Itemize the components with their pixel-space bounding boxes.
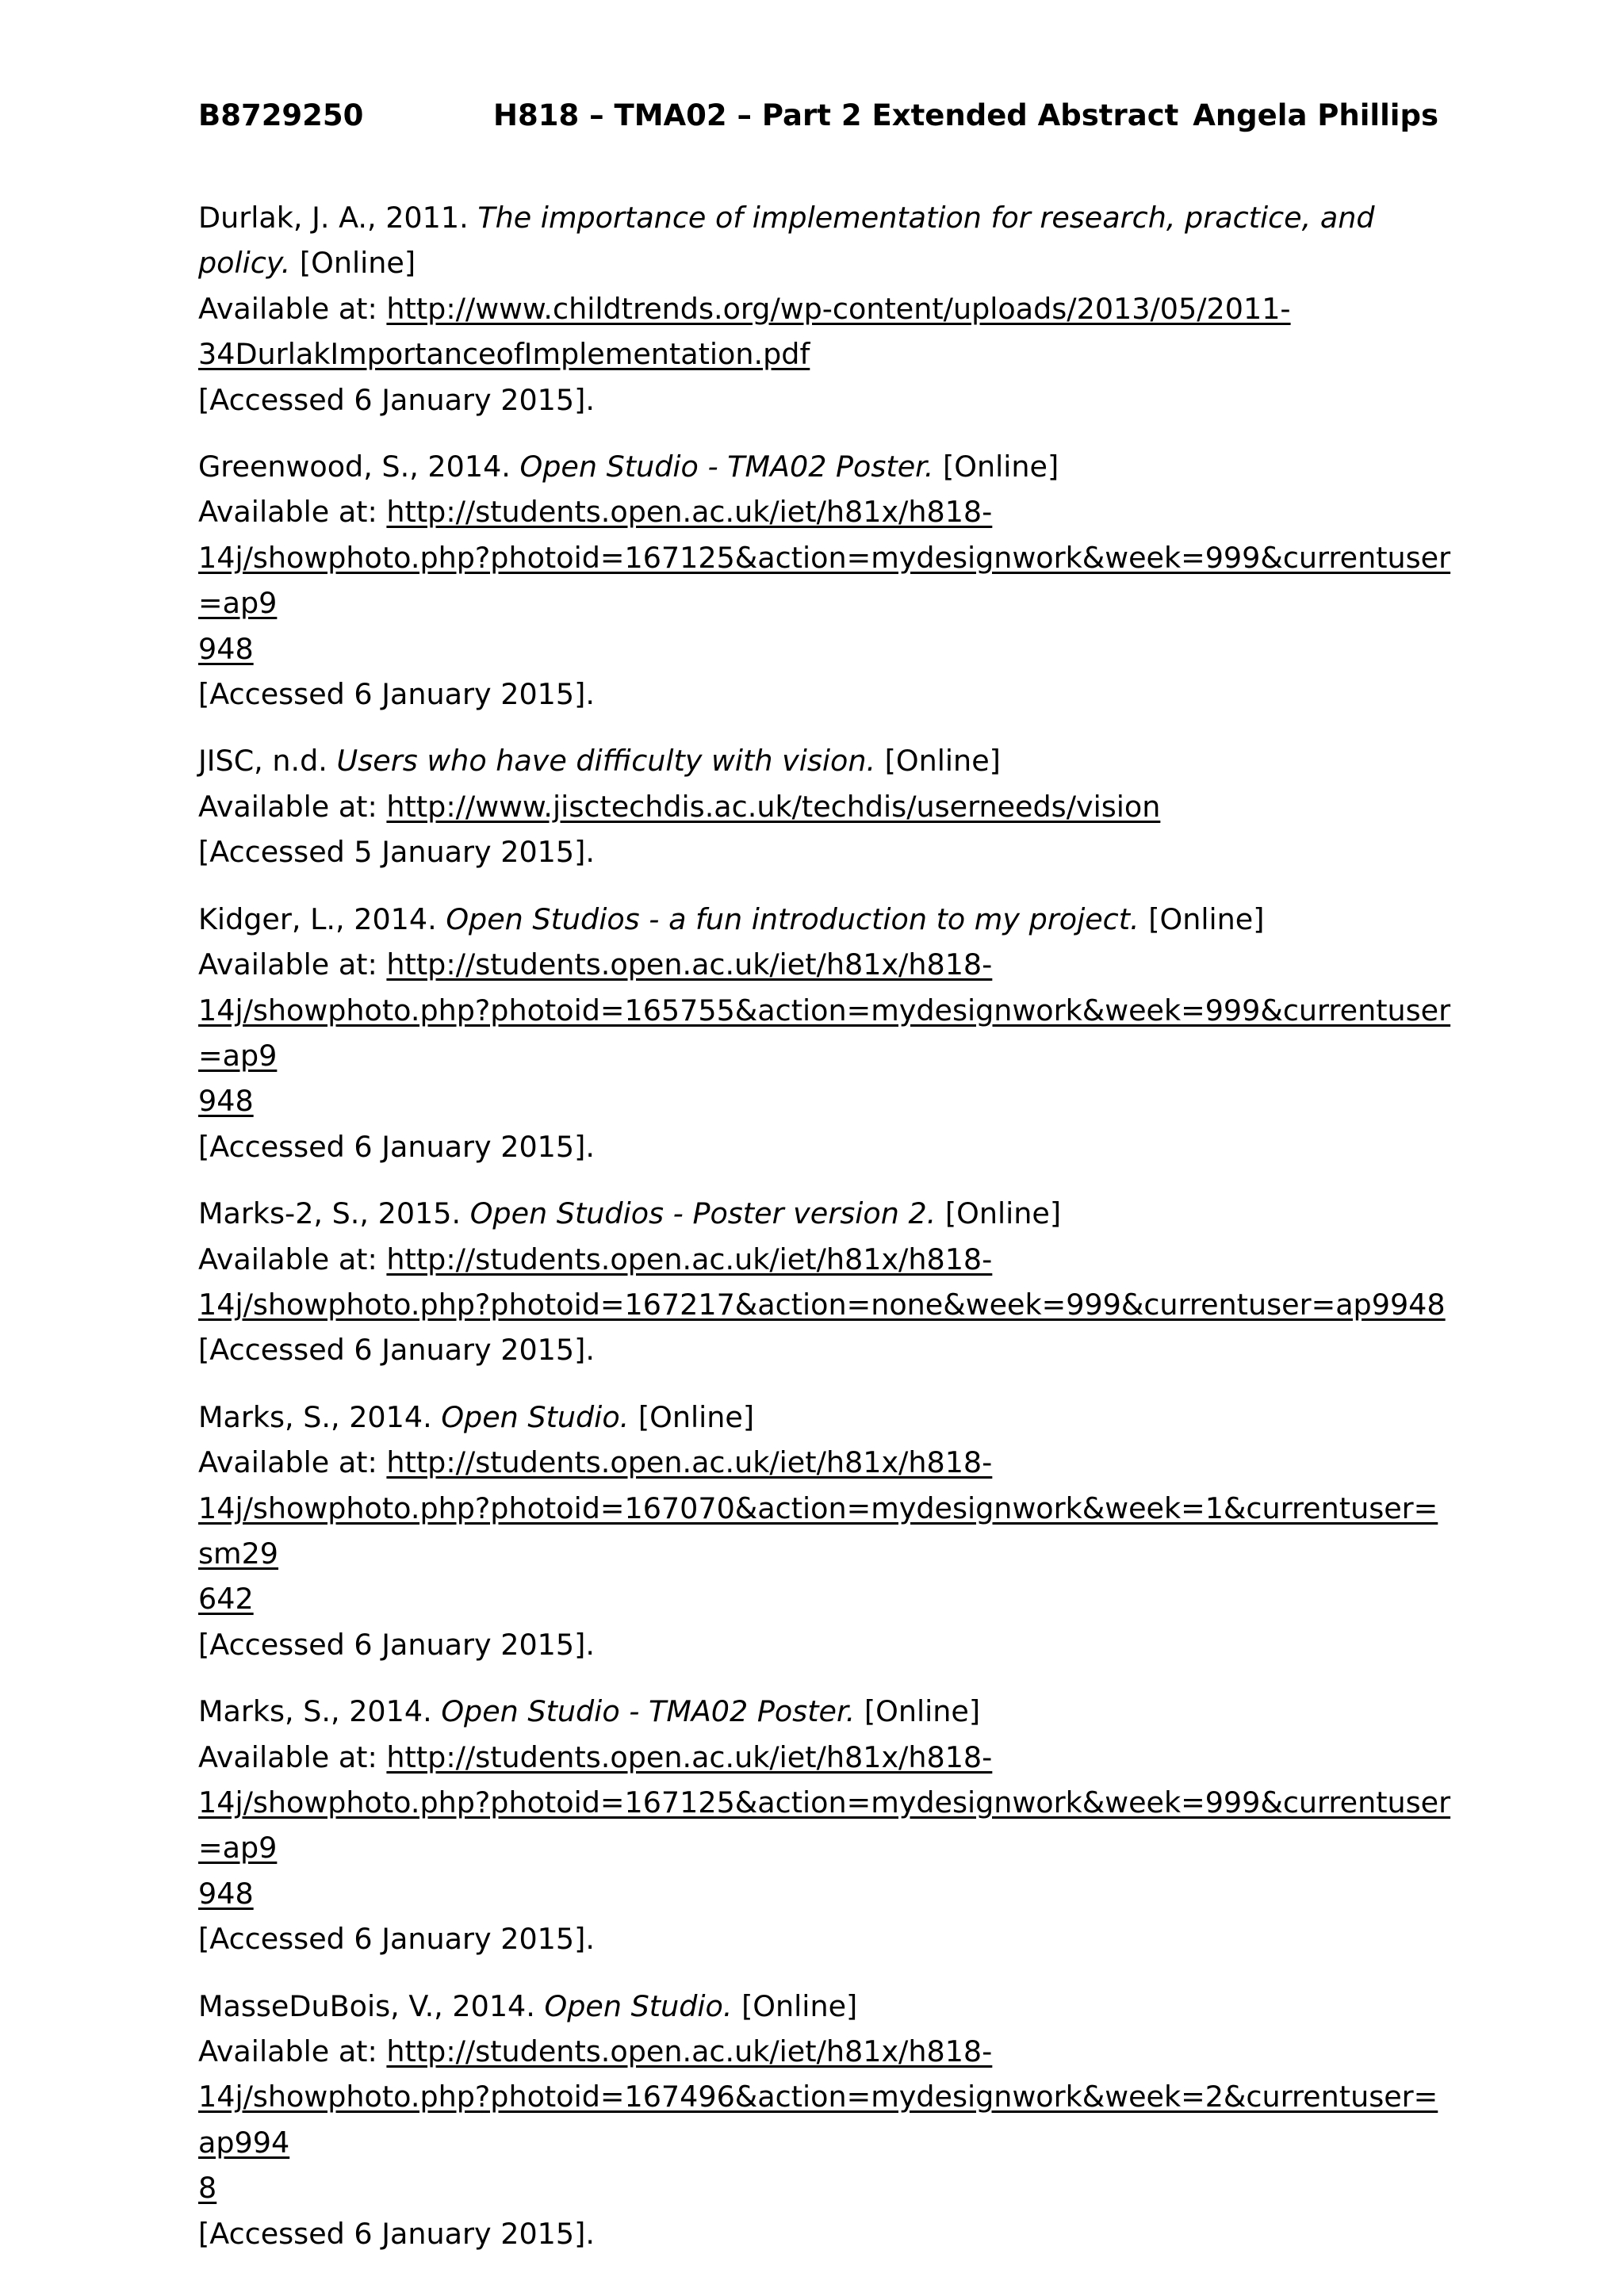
reference-url-line [198, 784, 1451, 829]
reference-accessed-date: [Accessed 6 January 2015]. [198, 1627, 595, 1662]
reference-accessed-date: [Accessed 6 January 2015]. [198, 382, 595, 417]
reference-url-line [198, 2074, 1451, 2165]
reference-citation: Durlak, J. A., 2011. [198, 201, 469, 235]
reference-url-link[interactable]: 14j/showphoto.php?photoid=167125&action=mydesignwork&week=999&currentuser=ap9 [198, 540, 1451, 621]
reference-heading [198, 444, 1451, 489]
reference-url-link[interactable]: 14j/showphoto.php?photoid=165755&action=mydesignwork&week=999&currentuser=ap9 [198, 993, 1451, 1073]
reference-medium: [Online] [1148, 901, 1265, 936]
reference-url-line [198, 1780, 1451, 1871]
reference-url-link[interactable]: http://students.open.ac.uk/iet/h81x/h818- [386, 1445, 993, 1480]
reference-citation: Marks, S., 2014. [198, 1399, 432, 1434]
reference-heading [198, 1191, 1451, 1236]
reference-heading [198, 897, 1451, 942]
author-name: Angela Phillips [1193, 98, 1438, 132]
available-at-label: Available at: [198, 947, 377, 982]
reference-citation: MasseDuBois, V., 2014. [198, 1988, 535, 2023]
reference-url-link[interactable]: 14j/showphoto.php?photoid=167496&action=mydesignwork&week=2&currentuser=ap994 [198, 2080, 1438, 2160]
document-title: H818 – TMA02 – Part 2 Extended Abstract [493, 98, 1179, 132]
reference-url-link[interactable]: 14j/showphoto.php?photoid=167070&action=mydesignwork&week=1&currentuser=sm29 [198, 1490, 1438, 1571]
reference-medium: [Online] [864, 1694, 981, 1729]
reference-accessed-date: [Accessed 6 January 2015]. [198, 2216, 595, 2251]
reference-medium: [Online] [884, 744, 1001, 779]
reference-accessed-date: [Accessed 6 January 2015]. [198, 1922, 595, 1957]
reference-medium: [Online] [944, 1196, 1062, 1231]
reference-url-line [198, 2029, 1451, 2074]
reference-entry [198, 1191, 1451, 1373]
reference-accessed-date: [Accessed 5 January 2015]. [198, 835, 595, 870]
reference-entry [198, 897, 1451, 1169]
reference-url-line [198, 331, 1451, 377]
reference-url-line [198, 1237, 1451, 1282]
reference-url-line [198, 1871, 1451, 1916]
available-at-label: Available at: [198, 1445, 377, 1480]
reference-url-line [198, 1282, 1451, 1327]
reference-list [198, 195, 1451, 2278]
page-header [198, 98, 1438, 140]
reference-title: Users who have difficulty with vision. [336, 744, 876, 779]
reference-url-line [198, 1735, 1451, 1780]
reference-url-link[interactable]: http://students.open.ac.uk/iet/h81x/h818- [386, 1739, 993, 1774]
reference-entry [198, 1984, 1451, 2256]
reference-url-link[interactable]: http://students.open.ac.uk/iet/h81x/h818- [386, 2034, 993, 2069]
reference-medium: [Online] [943, 450, 1059, 484]
reference-citation: Greenwood, S., 2014. [198, 450, 511, 484]
reference-url-line [198, 2165, 1451, 2210]
reference-heading [198, 1689, 1451, 1734]
reference-citation: Kidger, L., 2014. [198, 901, 437, 936]
student-id: B8729250 [198, 98, 364, 132]
reference-heading [198, 195, 1451, 286]
available-at-label: Available at: [198, 1739, 377, 1774]
reference-accessed-date: [Accessed 6 January 2015]. [198, 1333, 595, 1368]
reference-url-link[interactable]: 8 [198, 2171, 217, 2206]
reference-heading [198, 1984, 1451, 2029]
reference-entry [198, 738, 1451, 874]
reference-url-line [198, 1486, 1451, 1577]
reference-url-line [198, 1440, 1451, 1485]
reference-url-link[interactable]: http://www.childtrends.org/wp-content/uploads/2013/05/2011- [386, 291, 1291, 326]
reference-url-link[interactable]: 34DurlakImportanceofImplementation.pdf [198, 337, 810, 372]
reference-citation: JISC, n.d. [198, 744, 327, 779]
reference-medium: [Online] [741, 1988, 858, 2023]
available-at-label: Available at: [198, 2034, 377, 2069]
reference-title: Open Studio - TMA02 Poster. [519, 450, 934, 484]
reference-url-line [198, 489, 1451, 534]
reference-url-line [198, 626, 1451, 672]
reference-url-link[interactable]: http://students.open.ac.uk/iet/h81x/h818- [386, 495, 993, 530]
reference-title: Open Studio. [544, 1988, 733, 2023]
reference-medium: [Online] [299, 246, 416, 281]
reference-title: Open Studios - a fun introduction to my project. [446, 901, 1139, 936]
reference-url-link[interactable]: 948 [198, 631, 254, 666]
reference-url-link[interactable]: 14j/showphoto.php?photoid=167125&action=mydesignwork&week=999&currentuser=ap9 [198, 1785, 1451, 1866]
reference-url-link[interactable]: http://www.jisctechdis.ac.uk/techdis/userneeds/vision [386, 789, 1161, 824]
available-at-label: Available at: [198, 495, 377, 530]
reference-title: The importance of implementation for research, practice, and policy. [198, 201, 1375, 281]
reference-heading [198, 1395, 1451, 1440]
reference-medium: [Online] [638, 1399, 755, 1434]
reference-citation: Marks-2, S., 2015. [198, 1196, 462, 1231]
reference-url-line [198, 942, 1451, 987]
reference-url-link[interactable]: 948 [198, 1876, 254, 1911]
reference-heading [198, 738, 1451, 783]
available-at-label: Available at: [198, 291, 377, 326]
reference-entry [198, 195, 1451, 423]
reference-url-line [198, 1078, 1451, 1123]
reference-url-link[interactable]: 14j/showphoto.php?photoid=167217&action=none&week=999&currentuser=ap9948 [198, 1287, 1446, 1322]
reference-title: Open Studio. [441, 1399, 630, 1434]
reference-url-line [198, 1576, 1451, 1621]
reference-url-line [198, 988, 1451, 1079]
reference-entry [198, 1689, 1451, 1961]
reference-url-link[interactable]: http://students.open.ac.uk/iet/h81x/h818- [386, 1242, 993, 1276]
reference-url-line [198, 286, 1451, 331]
reference-entry [198, 1395, 1451, 1667]
reference-title: Open Studio - TMA02 Poster. [441, 1694, 856, 1729]
reference-citation: Marks, S., 2014. [198, 1694, 432, 1729]
reference-entry [198, 444, 1451, 717]
reference-url-link[interactable]: http://students.open.ac.uk/iet/h81x/h818- [386, 947, 993, 982]
reference-title: Open Studios - Poster version 2. [469, 1196, 936, 1231]
available-at-label: Available at: [198, 789, 377, 824]
reference-accessed-date: [Accessed 6 January 2015]. [198, 1129, 595, 1164]
reference-url-link[interactable]: 948 [198, 1084, 254, 1119]
available-at-label: Available at: [198, 1242, 377, 1276]
reference-accessed-date: [Accessed 6 January 2015]. [198, 677, 595, 712]
reference-url-link[interactable]: 642 [198, 1582, 254, 1617]
reference-url-line [198, 535, 1451, 626]
